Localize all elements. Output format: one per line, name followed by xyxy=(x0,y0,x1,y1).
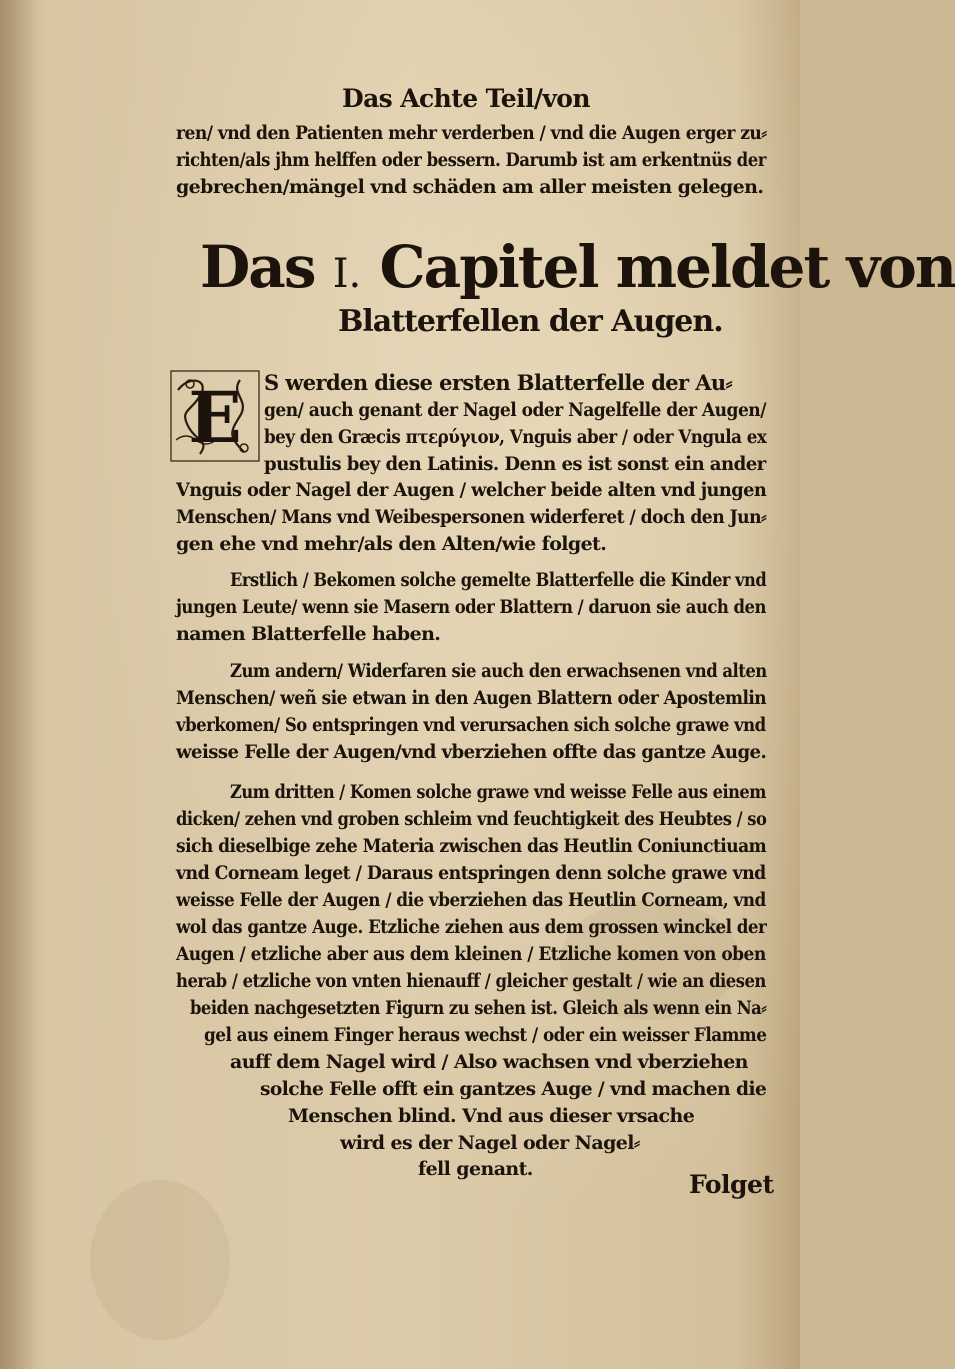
paragraph-line: weisse Felle der Augen / die vberziehen das Heutlin Corneam, vnd xyxy=(176,889,766,911)
paragraph-line: Menschen/ Mans vnd Weibespersonen widerferet / doch den Jun⸗ xyxy=(176,506,767,528)
paragraph-line: gel aus einem Finger heraus wechst / oder ein weisser Flamme xyxy=(204,1024,767,1046)
paragraph-line: solche Felle offt ein gantzes Auge / vnd machen die xyxy=(260,1078,767,1100)
paragraph-line: Menschen blind. Vnd aus dieser vrsache xyxy=(288,1105,695,1127)
paragraph-line: jungen Leute/ wenn sie Masern oder Blattern / daruon sie auch den xyxy=(176,596,766,618)
paragraph-line: weisse Felle der Augen/vnd vberziehen offte das gantze Auge. xyxy=(176,741,767,763)
dropcap-letter: E xyxy=(188,376,242,459)
paragraph-line: S werden diese ersten Blatterfelle der Au⸗ xyxy=(264,370,732,395)
chapter-title-text: Capitel meldet von xyxy=(379,233,955,301)
paragraph-line: herab / etzliche von vnten hienauff / gleicher gestalt / wie an diesen xyxy=(176,970,766,992)
catchword: Folget xyxy=(689,1170,774,1199)
chapter-number: I. xyxy=(332,251,362,297)
paragraph-line: gen/ auch genant der Nagel oder Nagelfelle der Augen/ xyxy=(264,399,766,421)
chapter-prefix: Das xyxy=(200,233,315,301)
paragraph-line: auff dem Nagel wird / Also wachsen vnd vberziehen xyxy=(230,1051,748,1073)
paragraph-line: Augen / etzliche aber aus dem kleinen / Etzliche komen von oben xyxy=(176,943,766,965)
paragraph-line: Zum andern/ Widerfaren sie auch den erwachsenen vnd alten xyxy=(230,660,767,682)
paper-stain xyxy=(90,1180,230,1340)
paragraph-line: beiden nachgesetzten Figurn zu sehen ist. Gleich als wenn ein Na⸗ xyxy=(190,997,767,1019)
paragraph-line: vberkomen/ So entspringen vnd verursachen sich solche grawe vnd xyxy=(176,714,766,736)
running-header: Das Achte Teil/von xyxy=(342,84,590,113)
chapter-subtitle: Blatterfellen der Augen. xyxy=(338,304,723,339)
paragraph-line: namen Blatterfelle haben. xyxy=(176,623,441,645)
paragraph-line: Menschen/ weñ sie etwan in den Augen Blattern oder Apostemlin xyxy=(176,687,767,709)
paragraph-line: wol das gantze Auge. Etzliche ziehen aus dem grossen winckel der xyxy=(176,916,767,938)
page-spine-shadow xyxy=(0,0,40,1369)
dropcap-initial-ornament xyxy=(170,370,260,462)
paragraph-line: Vnguis oder Nagel der Augen / welcher beide alten vnd jungen xyxy=(176,479,767,501)
paragraph-line: bey den Græcis πτερύγιον, Vnguis aber / oder Vngula ex xyxy=(264,426,767,448)
paragraph-line: fell genant. xyxy=(418,1158,533,1180)
intro-line: gebrechen/mängel vnd schäden am aller meisten gelegen. xyxy=(176,176,764,198)
paragraph-line: pustulis bey den Latinis. Denn es ist sonst ein ander xyxy=(264,453,766,475)
paragraph-line: Zum dritten / Komen solche grawe vnd weisse Felle aus einem xyxy=(230,781,766,803)
paragraph-line: Erstlich / Bekomen solche gemelte Blatterfelle die Kinder vnd xyxy=(230,569,767,591)
paragraph-line: vnd Corneam leget / Daraus entspringen denn solche grawe vnd xyxy=(176,862,766,884)
paragraph-line: gen ehe vnd mehr/als den Alten/wie folget. xyxy=(176,533,607,555)
intro-line: ren/ vnd den Patienten mehr verderben / vnd die Augen erger zu⸗ xyxy=(176,122,767,144)
paragraph-line: sich dieselbige zehe Materia zwischen das Heutlin Coniunctiuam xyxy=(176,835,767,857)
paragraph-line: wird es der Nagel oder Nagel⸗ xyxy=(340,1132,640,1154)
chapter-title xyxy=(200,233,955,301)
intro-line: richten/als jhm helffen oder bessern. Darumb ist am erkentnüs der xyxy=(176,149,766,171)
paragraph-line: dicken/ zehen vnd groben schleim vnd feuchtigkeit des Heubtes / so xyxy=(176,808,767,830)
